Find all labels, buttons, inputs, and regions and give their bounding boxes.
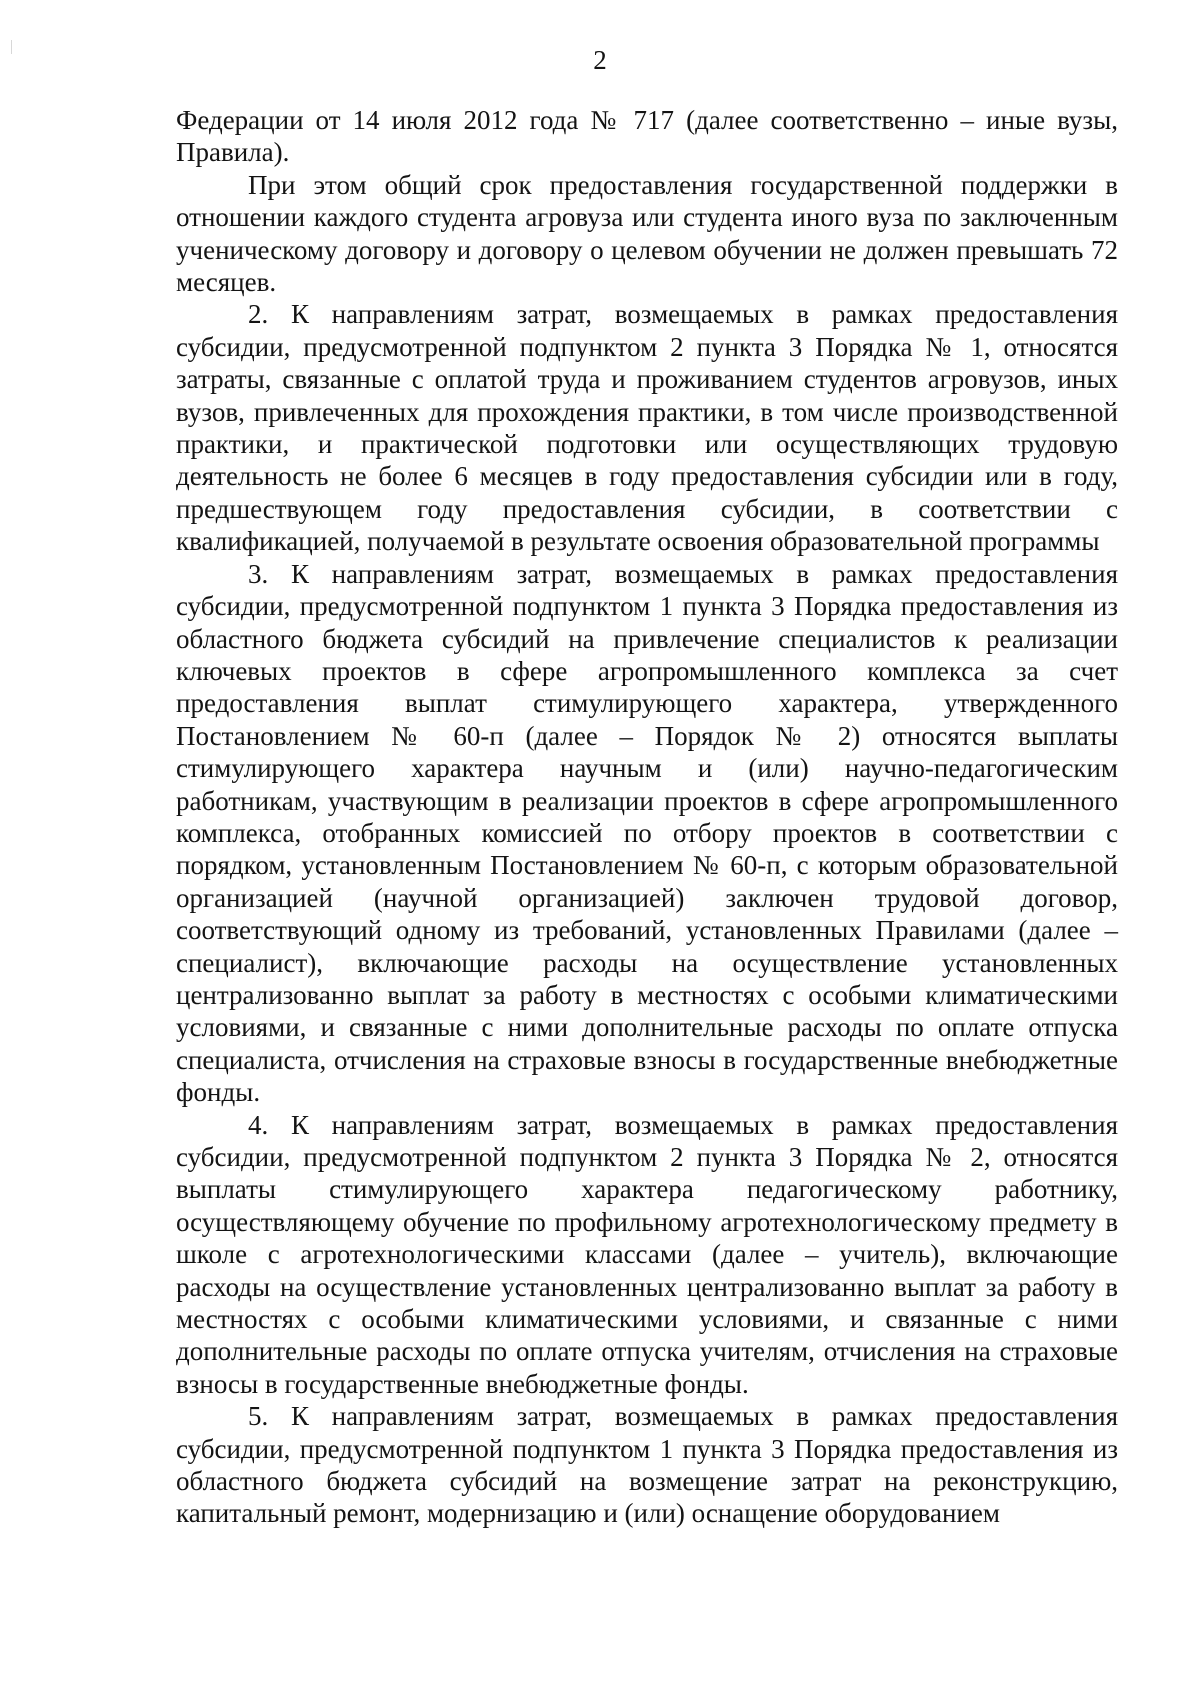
- item-number: 5.: [248, 1401, 269, 1432]
- item-number: 4.: [248, 1109, 269, 1140]
- paragraph-continuation: Федерации от 14 июля 2012 года № 717 (далее соответственно – иные вузы, Правила).: [176, 105, 1118, 168]
- item-text: К направлениям затрат, возмещаемых в рамках предоставления субсидии, предусмотренной подпунктом 1 пункта 3 Порядка предоставления из областного бюджета субсидий на возмещение затрат на реконструкцию, капитальный ремонт, модернизацию и (или) оснащение оборудованием: [176, 1401, 1118, 1529]
- item-text: К направлениям затрат, возмещаемых в рамках предоставления субсидии, предусмотренной подпунктом 2 пункта 3 Порядка № 2, относятся выплаты стимулирующего характера педагогическому работнику, осуществляющему обучение по профильному агротехнологическому предмету в школе с агротехнологическими классами (далее – учитель), включающие расходы на осуществление установленных централизованно выплат за работу в местностях с особыми климатическими условиями, и связанные с ними дополнительные расходы по оплате отпуска учителям, отчисления на страховые взносы в государственные внебюджетные фонды.: [176, 1109, 1118, 1399]
- item-number: 2.: [248, 299, 269, 330]
- page-number: 2: [593, 45, 607, 75]
- paragraph-item-4: [176, 1109, 1118, 1401]
- paragraph-item-2: [176, 298, 1118, 557]
- item-text: К направлениям затрат, возмещаемых в рамках предоставления субсидии, предусмотренной подпунктом 2 пункта 3 Порядка № 1, относятся затраты, связанные с оплатой труда и проживанием студентов агровузов, иных вузов, привлеченных для прохождения практики, в том числе производственной практики, и практической подготовки или осуществляющих трудовую деятельность не более 6 месяцев в году предоставления субсидии или в году, предшествующем году предоставления субсидии, в соответствии с квалификацией, получаемой в результате освоения образовательной программы: [176, 299, 1118, 557]
- paragraph-item-3: [176, 558, 1118, 1109]
- document-body: [176, 104, 1118, 1530]
- item-text: К направлениям затрат, возмещаемых в рамках предоставления субсидии, предусмотренной подпунктом 1 пункта 3 Порядка предоставления из областного бюджета субсидий на привлечение специалистов к реализации ключевых проектов в сфере агропромышленного комплекса за счет предоставления выплат стимулирующего характера, утвержденного Постановлением № 60-п (далее – Порядок № 2) относятся выплаты стимулирующего характера научным и (или) научно-педагогическим работникам, участвующим в реализации проектов в сфере агропромышленного комплекса, отобранных комиссией по отбору проектов в соответствии с порядком, установленным Постановлением № 60-п, с которым образовательной организацией (научной организацией) заключен трудовой договор, соответствующий одному из требований, установленных Правилами (далее – специалист), включающие расходы на осуществление установленных централизованно выплат за работу в местностях с особыми климатическими условиями, и связанные с ними дополнительные расходы по оплате отпуска специалиста, отчисления на страховые взносы в государственные внебюджетные фонды.: [176, 558, 1118, 1108]
- item-number: 3.: [248, 558, 269, 589]
- paragraph-support-term: При этом общий срок предоставления государственной поддержки в отношении каждого студента агровуза или студента иного вуза по заключенным ученическому договору и договору о целевом обучении не должен превышать 72 месяцев.: [176, 169, 1118, 298]
- paragraph-item-5: [176, 1400, 1118, 1530]
